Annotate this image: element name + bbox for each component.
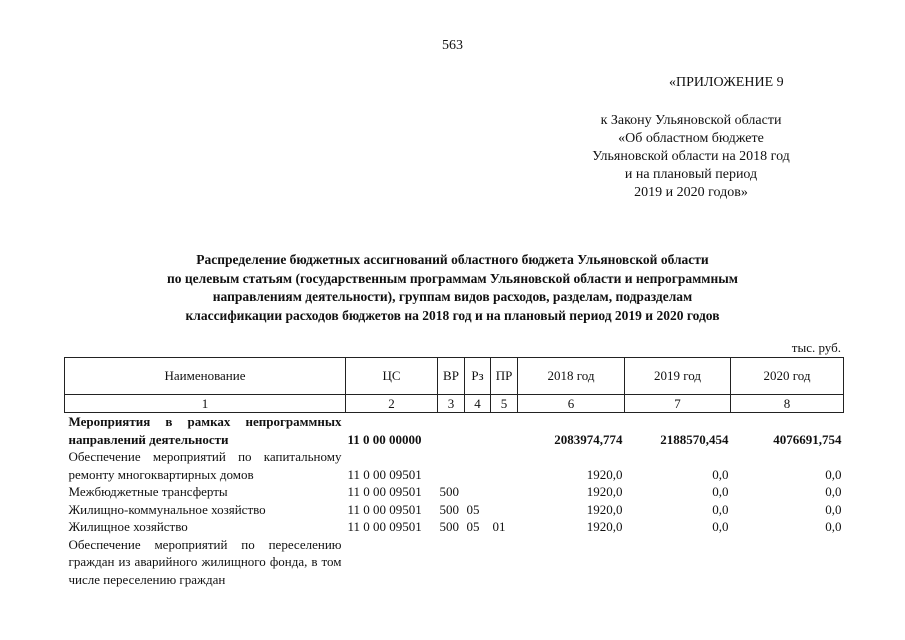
row-value-2020: 4076691,754 — [773, 431, 842, 447]
header-pr: ПР — [491, 358, 518, 395]
row-value-2018: 1920,0 — [586, 466, 623, 482]
document-title-line: направлениям деятельности), группам видов расходов, разделам, подразделам — [212, 289, 693, 304]
row-value-2020: 0,0 — [825, 466, 842, 482]
law-reference-line: «Об областном бюджете — [618, 131, 764, 146]
row-cs: 11 0 00 09501 — [347, 466, 422, 482]
row-value-2019: 0,0 — [712, 484, 729, 499]
row-value-2019: 0,0 — [712, 466, 729, 482]
budget-table — [64, 357, 844, 588]
row-rz: 05 — [466, 501, 480, 517]
column-number: 5 — [491, 395, 518, 413]
row-vr: 500 — [439, 501, 459, 517]
row-value-2020: 0,0 — [825, 484, 842, 499]
row-value-2018 — [518, 536, 625, 589]
law-reference-line: Ульяновской области на 2018 год — [592, 149, 790, 164]
row-cs — [346, 536, 438, 589]
row-pr — [491, 413, 518, 449]
row-pr — [491, 501, 518, 519]
row-value-2018: 1920,0 — [586, 519, 623, 534]
column-number: 8 — [731, 395, 844, 413]
row-cs: 11 0 00 09501 — [347, 484, 422, 499]
document-title-line: классификации расходов бюджетов на 2018 год и на плановый период 2019 и 2020 годов — [185, 307, 720, 323]
table-row — [65, 518, 844, 536]
row-vr — [438, 536, 465, 589]
row-pr: 01 — [492, 519, 506, 534]
appendix-title: «ПРИЛОЖЕНИЕ 9 — [669, 75, 784, 90]
law-reference-line: к Закону Ульяновской области — [600, 113, 782, 128]
table-row — [65, 536, 844, 589]
row-value-2018: 2083974,774 — [554, 431, 623, 447]
row-name: Жилищное хозяйство — [68, 519, 188, 534]
column-number: 3 — [438, 395, 465, 413]
header-vr: ВР — [438, 358, 465, 395]
column-number: 7 — [625, 395, 731, 413]
row-value-2019: 0,0 — [712, 501, 729, 517]
law-reference-line: 2019 и 2020 годов» — [634, 185, 748, 200]
row-pr — [491, 483, 518, 501]
row-value-2018: 1920,0 — [586, 501, 623, 517]
row-cs: 11 0 00 09501 — [347, 501, 422, 517]
document-title — [40, 251, 865, 325]
row-pr — [491, 448, 518, 483]
units-label: тыс. руб. — [791, 340, 841, 355]
row-name: Мероприятия в рамках непрограммных направлений деятельности — [68, 414, 342, 447]
row-value-2019 — [625, 536, 731, 589]
document-title-line: по целевым статьям (государственным программам Ульяновской области и непрограммным — [167, 270, 738, 286]
column-number: 1 — [65, 395, 346, 413]
row-pr — [491, 536, 518, 589]
table-row — [65, 448, 844, 483]
row-cs: 11 0 00 09501 — [347, 519, 422, 534]
law-reference — [541, 112, 841, 202]
row-value-2019: 2188570,454 — [660, 431, 729, 447]
table-row — [65, 483, 844, 501]
column-number-row — [65, 395, 844, 413]
row-rz: 05 — [466, 519, 480, 534]
row-vr: 500 — [439, 484, 459, 499]
row-value-2020: 0,0 — [825, 519, 842, 534]
row-rz — [465, 413, 491, 449]
law-reference-line: и на плановый период — [624, 167, 758, 182]
row-name: Обеспечение мероприятий по капитальному ремонту многоквартирных домов — [68, 449, 342, 482]
column-number: 4 — [465, 395, 491, 413]
row-name: Жилищно-коммунальное хозяйство — [68, 501, 266, 517]
row-value-2020 — [731, 536, 844, 589]
header-2019: 2019 год — [625, 358, 731, 395]
row-vr: 500 — [439, 519, 459, 534]
table-row — [65, 413, 844, 449]
row-vr — [438, 448, 465, 483]
row-name: Обеспечение мероприятий по переселению граждан из аварийного жилищного фонда, в том числе переселению граждан — [68, 536, 342, 587]
header-2018: 2018 год — [518, 358, 625, 395]
table-row — [65, 501, 844, 519]
row-value-2019: 0,0 — [712, 519, 729, 534]
column-number: 2 — [346, 395, 438, 413]
table-header-row — [65, 358, 844, 395]
page-number: 563 — [442, 38, 463, 53]
row-value-2020: 0,0 — [825, 501, 842, 517]
row-rz — [465, 448, 491, 483]
column-number: 6 — [518, 395, 625, 413]
document-title-line: Распределение бюджетных ассигнований областного бюджета Ульяновской области — [196, 252, 709, 267]
row-name: Межбюджетные трансферты — [68, 484, 228, 499]
table-body — [65, 413, 844, 589]
row-cs: 11 0 00 00000 — [347, 431, 422, 447]
row-rz — [465, 536, 491, 589]
header-name: Наименование — [65, 358, 346, 395]
header-2020: 2020 год — [731, 358, 844, 395]
header-cs: ЦС — [346, 358, 438, 395]
row-vr — [438, 413, 465, 449]
row-value-2018: 1920,0 — [586, 484, 623, 499]
header-rz: Рз — [465, 358, 491, 395]
row-rz — [465, 483, 491, 501]
